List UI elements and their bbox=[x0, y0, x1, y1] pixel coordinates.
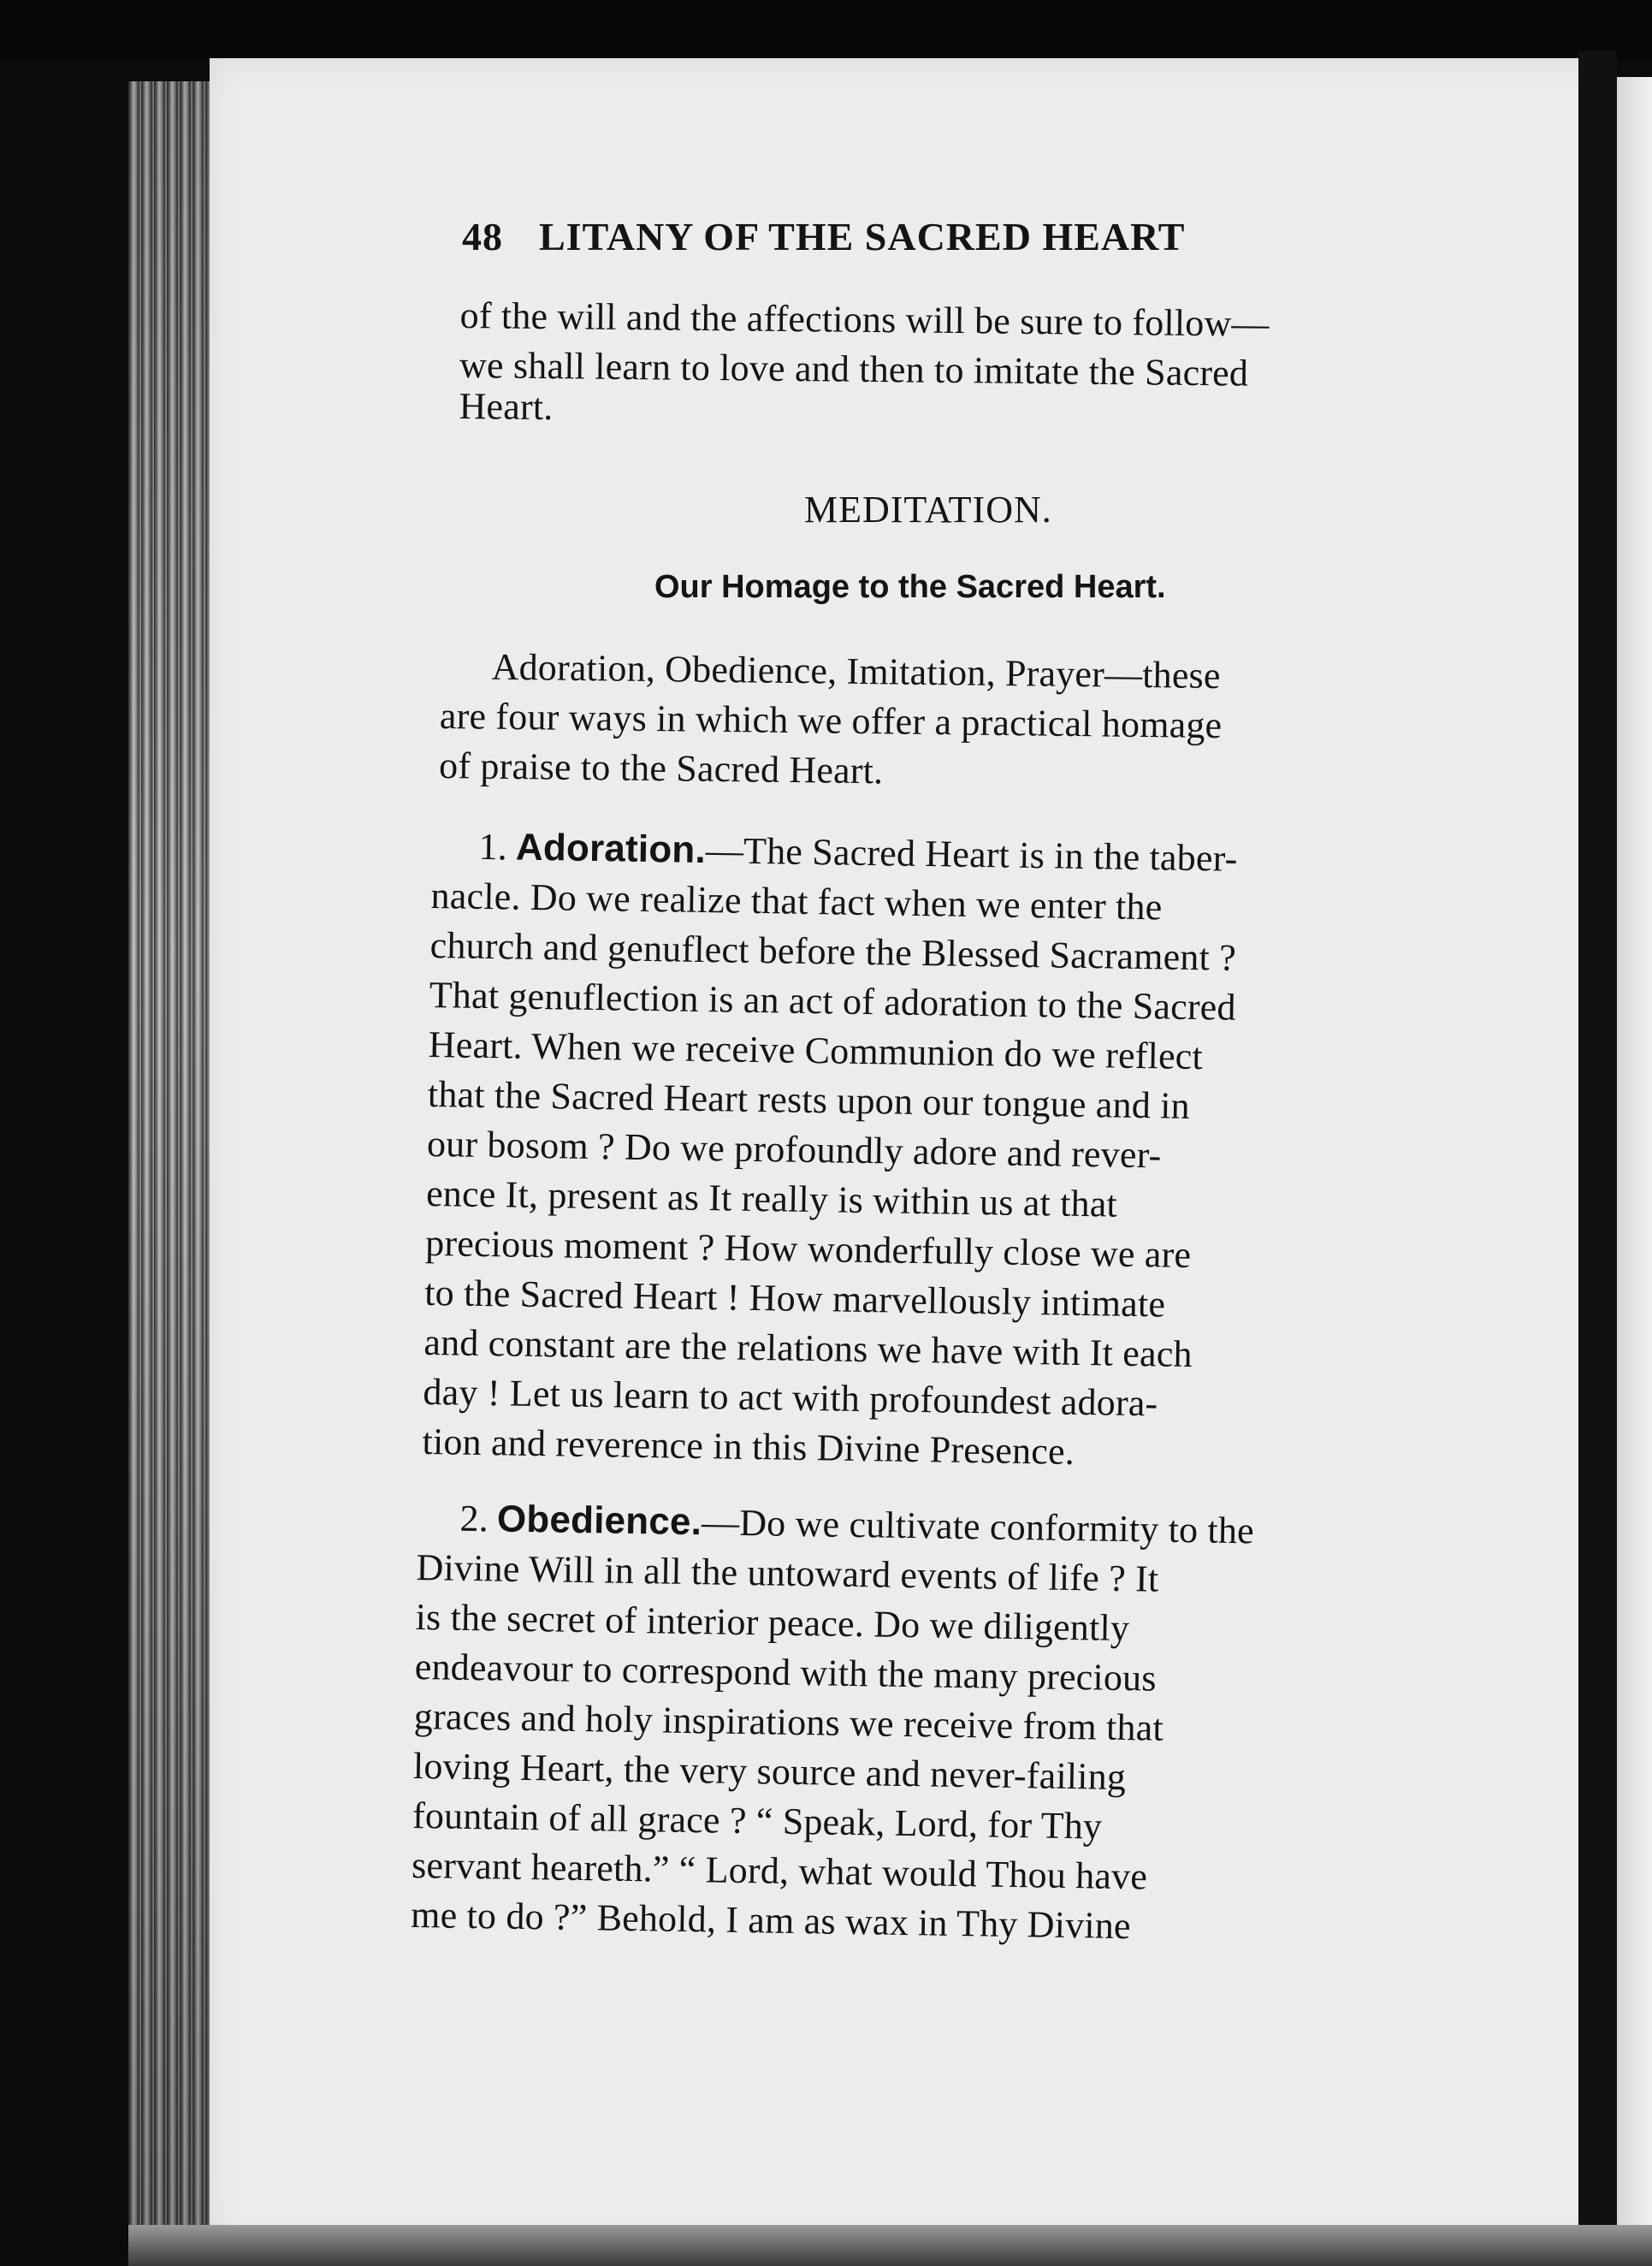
facing-page-edge bbox=[1617, 77, 1652, 2259]
obedience-number: 2. bbox=[459, 1497, 489, 1540]
obedience-line: is the secret of interior peace. Do we diligently bbox=[415, 1595, 1130, 1650]
adoration-line: ence It, present as It really is within us at that bbox=[425, 1172, 1118, 1225]
running-title: LITANY OF THE SACRED HEART bbox=[539, 215, 1186, 258]
obedience-first-line-text: —Do we cultivate conformity to the bbox=[701, 1501, 1255, 1552]
intro-ways-paragraph bbox=[439, 642, 1223, 800]
adoration-line: precious moment ? How wonderfully close we are bbox=[424, 1221, 1192, 1276]
intro-paragraph bbox=[459, 291, 1270, 440]
adoration-first-line-text: —The Sacred Heart is in the taber- bbox=[705, 829, 1238, 880]
scan-top-border bbox=[0, 0, 1652, 60]
running-header bbox=[462, 214, 1326, 259]
obedience-line: loving Heart, the very source and never-failing bbox=[412, 1744, 1127, 1799]
adoration-line: church and genuflect before the Blessed Sacrament ? bbox=[429, 923, 1237, 979]
paragraph-line: of praise to the Sacred Heart. bbox=[438, 744, 884, 792]
obedience-section bbox=[411, 1493, 1255, 1953]
page-number: 48 bbox=[462, 215, 503, 258]
obedience-line: fountain of all grace ? “ Speak, Lord, for Thy bbox=[412, 1794, 1103, 1848]
adoration-line: that the Sacred Heart rests upon our tongue and in bbox=[427, 1072, 1191, 1127]
section-title: MEDITATION. bbox=[804, 489, 1052, 531]
adoration-line: nacle. Do we realize that fact when we enter the bbox=[430, 874, 1163, 928]
obedience-line: endeavour to correspond with the many precious bbox=[414, 1645, 1158, 1700]
obedience-line: graces and holy inspirations we receive from that bbox=[413, 1694, 1164, 1749]
intro-line: Heart. bbox=[459, 384, 554, 429]
adoration-section bbox=[422, 822, 1239, 1480]
adoration-line: our bosom ? Do we profoundly adore and rever- bbox=[426, 1122, 1162, 1177]
intro-line: we shall learn to love and then to imitate the Sacred bbox=[459, 343, 1249, 394]
obedience-line: servant heareth.” “ Lord, what would Thou have bbox=[411, 1843, 1148, 1898]
adoration-line: tion and reverence in this Divine Presence. bbox=[422, 1420, 1075, 1473]
right-gutter bbox=[1578, 51, 1617, 2266]
adoration-number: 1. bbox=[478, 825, 508, 869]
obedience-line: Divine Will in all the untoward events of life ? It bbox=[416, 1545, 1159, 1600]
paragraph-line: are four ways in which we offer a practical homage bbox=[439, 694, 1223, 747]
obedience-line: me to do ?” Behold, I am as wax in Thy Divine bbox=[410, 1893, 1132, 1948]
adoration-heading: Adoration. bbox=[515, 826, 707, 872]
section-subtitle: Our Homage to the Sacred Heart. bbox=[654, 569, 1166, 605]
adoration-line: Heart. When we receive Communion do we reflect bbox=[428, 1023, 1204, 1078]
adoration-line: day ! Let us learn to act with profoundest adora- bbox=[423, 1370, 1158, 1425]
adoration-line: and constant are the relations we have with It each bbox=[423, 1320, 1193, 1376]
adoration-line: That genuflection is an act of adoration to the Sacred bbox=[429, 973, 1237, 1029]
adoration-line: to the Sacred Heart ! How marvellously intimate bbox=[423, 1271, 1166, 1326]
intro-line: of the will and the affections will be sure to follow— bbox=[459, 294, 1270, 345]
obedience-heading: Obedience. bbox=[496, 1498, 702, 1544]
paragraph-line: Adoration, Obedience, Imitation, Prayer—these bbox=[491, 645, 1221, 697]
scan-bottom-strip bbox=[128, 2225, 1652, 2266]
